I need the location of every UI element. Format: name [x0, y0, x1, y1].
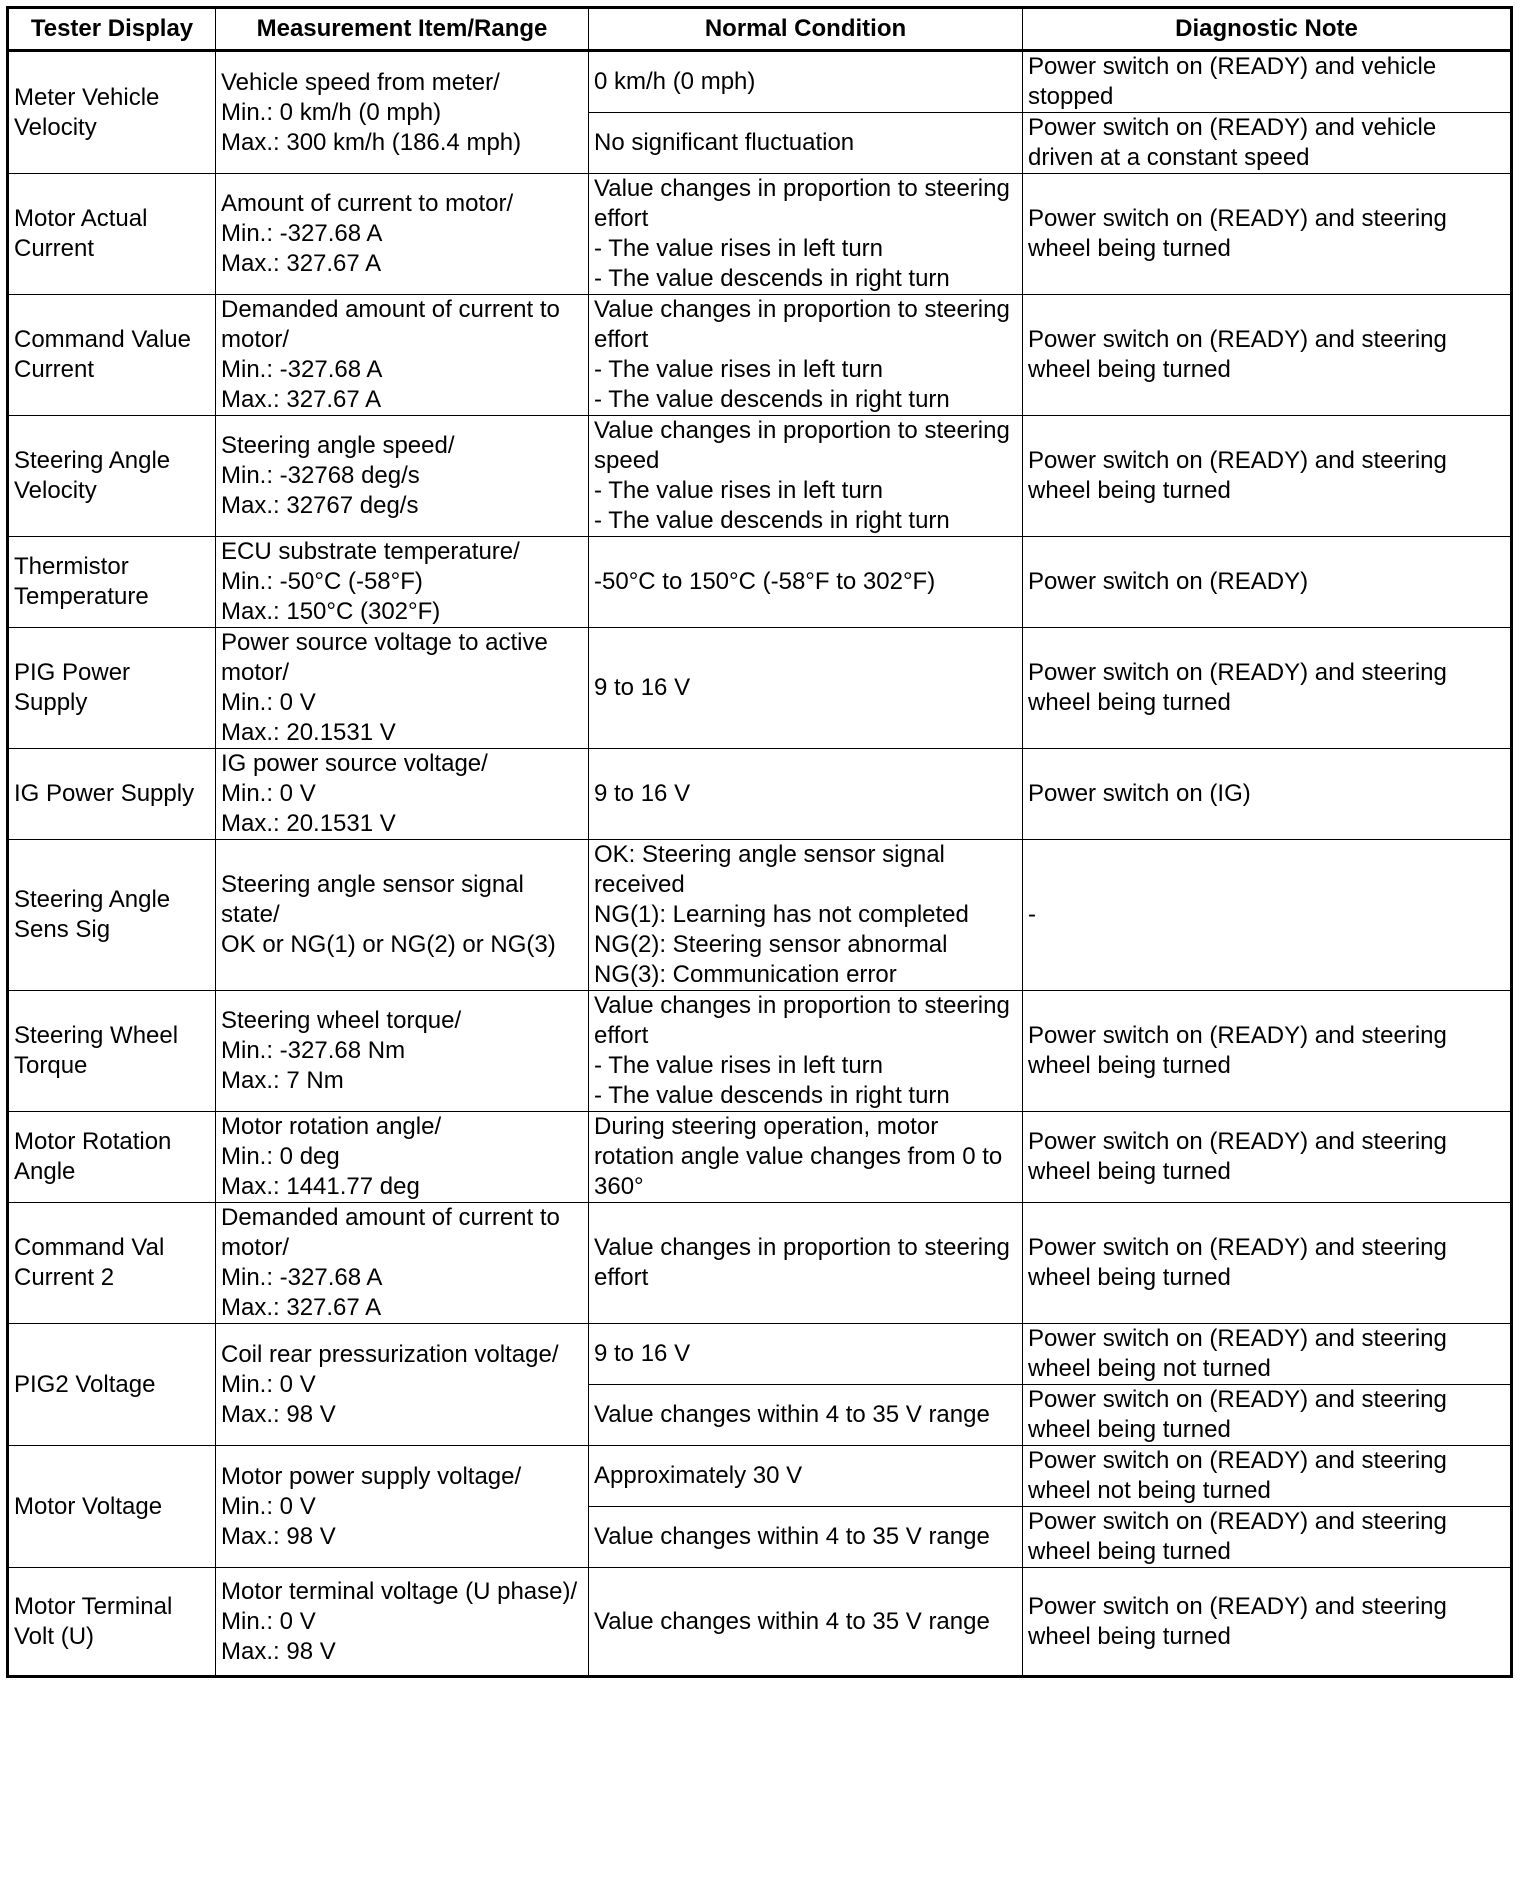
normal-condition-cell: 0 km/h (0 mph) — [589, 51, 1023, 113]
measurement-item-cell: Motor terminal voltage (U phase)/ Min.: 0 V Max.: 98 V — [216, 1568, 589, 1677]
measurement-item-cell: ECU substrate temperature/ Min.: -50°C (-58°F) Max.: 150°C (302°F) — [216, 537, 589, 628]
table-row — [8, 1568, 1512, 1677]
tester-display-cell: IG Power Supply — [8, 749, 216, 840]
tester-display-cell: PIG Power Supply — [8, 628, 216, 749]
tester-display-cell: Command Val Current 2 — [8, 1203, 216, 1324]
measurement-item-cell: Demanded amount of current to motor/ Min.: -327.68 A Max.: 327.67 A — [216, 1203, 589, 1324]
measurement-item-cell: Power source voltage to active motor/ Min.: 0 V Max.: 20.1531 V — [216, 628, 589, 749]
header-tester-display: Tester Display — [8, 8, 216, 51]
diagnostic-note-cell: Power switch on (READY) and steering wheel being turned — [1023, 991, 1512, 1112]
measurement-item-cell: Amount of current to motor/ Min.: -327.68 A Max.: 327.67 A — [216, 174, 589, 295]
table-row — [8, 840, 1512, 991]
diagnostic-note-cell: Power switch on (READY) and steering wheel being turned — [1023, 416, 1512, 537]
diagnostic-note-cell: Power switch on (READY) and vehicle stopped — [1023, 51, 1512, 113]
normal-condition-cell: 9 to 16 V — [589, 1324, 1023, 1385]
normal-condition-cell: Value changes in proportion to steering speed - The value rises in left turn - The value descends in right turn — [589, 416, 1023, 537]
table-row — [8, 1324, 1512, 1385]
table-row — [8, 1446, 1512, 1507]
normal-condition-cell: Value changes within 4 to 35 V range — [589, 1568, 1023, 1677]
tester-display-cell: Motor Terminal Volt (U) — [8, 1568, 216, 1677]
normal-condition-cell: No significant fluctuation — [589, 113, 1023, 174]
diagnostic-note-cell: Power switch on (READY) and steering wheel being turned — [1023, 1385, 1512, 1446]
tester-display-cell: Meter Vehicle Velocity — [8, 51, 216, 174]
tester-display-cell: Thermistor Temperature — [8, 537, 216, 628]
normal-condition-cell: Value changes in proportion to steering effort - The value rises in left turn - The value descends in right turn — [589, 295, 1023, 416]
diagnostic-note-cell: - — [1023, 840, 1512, 991]
diagnostic-note-cell: Power switch on (READY) and steering wheel being turned — [1023, 1568, 1512, 1677]
diagnostic-note-cell: Power switch on (READY) and steering wheel being turned — [1023, 174, 1512, 295]
measurement-item-cell: Demanded amount of current to motor/ Min.: -327.68 A Max.: 327.67 A — [216, 295, 589, 416]
tester-display-cell: Steering Angle Velocity — [8, 416, 216, 537]
tester-display-cell: Motor Voltage — [8, 1446, 216, 1568]
tester-display-cell: Command Value Current — [8, 295, 216, 416]
normal-condition-cell: -50°C to 150°C (-58°F to 302°F) — [589, 537, 1023, 628]
diagnostic-note-cell: Power switch on (READY) — [1023, 537, 1512, 628]
table-row — [8, 628, 1512, 749]
diagnostic-note-cell: Power switch on (READY) and steering wheel being turned — [1023, 1203, 1512, 1324]
normal-condition-cell: Value changes within 4 to 35 V range — [589, 1507, 1023, 1568]
diagnostic-note-cell: Power switch on (READY) and steering wheel being turned — [1023, 1507, 1512, 1568]
table-row — [8, 174, 1512, 295]
header-row — [8, 8, 1512, 51]
table-row — [8, 416, 1512, 537]
header-diagnostic-note: Diagnostic Note — [1023, 8, 1512, 51]
table-row — [8, 991, 1512, 1112]
measurement-item-cell: Steering wheel torque/ Min.: -327.68 Nm Max.: 7 Nm — [216, 991, 589, 1112]
normal-condition-cell: Value changes within 4 to 35 V range — [589, 1385, 1023, 1446]
measurement-item-cell: Steering angle sensor signal state/ OK or NG(1) or NG(2) or NG(3) — [216, 840, 589, 991]
header-measurement-item: Measurement Item/Range — [216, 8, 589, 51]
measurement-item-cell: Steering angle speed/ Min.: -32768 deg/s Max.: 32767 deg/s — [216, 416, 589, 537]
table-row — [8, 749, 1512, 840]
normal-condition-cell: During steering operation, motor rotation angle value changes from 0 to 360° — [589, 1112, 1023, 1203]
measurement-item-cell: Coil rear pressurization voltage/ Min.: 0 V Max.: 98 V — [216, 1324, 589, 1446]
tester-display-cell: Steering Angle Sens Sig — [8, 840, 216, 991]
diagnostic-note-cell: Power switch on (READY) and steering wheel being turned — [1023, 295, 1512, 416]
table-row — [8, 1112, 1512, 1203]
normal-condition-cell: Value changes in proportion to steering effort - The value rises in left turn - The value descends in right turn — [589, 991, 1023, 1112]
data-list-sheet — [6, 6, 1510, 1678]
normal-condition-cell: Value changes in proportion to steering effort — [589, 1203, 1023, 1324]
diagnostic-note-cell: Power switch on (READY) and steering wheel being turned — [1023, 1112, 1512, 1203]
measurement-item-cell: IG power source voltage/ Min.: 0 V Max.: 20.1531 V — [216, 749, 589, 840]
diagnostic-note-cell: Power switch on (READY) and steering wheel not being turned — [1023, 1446, 1512, 1507]
diagnostic-note-cell: Power switch on (IG) — [1023, 749, 1512, 840]
table-row — [8, 1203, 1512, 1324]
normal-condition-cell: Value changes in proportion to steering effort - The value rises in left turn - The value descends in right turn — [589, 174, 1023, 295]
tester-display-cell: PIG2 Voltage — [8, 1324, 216, 1446]
measurement-item-cell: Motor rotation angle/ Min.: 0 deg Max.: 1441.77 deg — [216, 1112, 589, 1203]
normal-condition-cell: OK: Steering angle sensor signal received NG(1): Learning has not completed NG(2): Steering sensor abnormal NG(3): Communication error — [589, 840, 1023, 991]
table-row — [8, 51, 1512, 113]
tester-display-cell: Motor Actual Current — [8, 174, 216, 295]
table-row — [8, 537, 1512, 628]
header-normal-condition: Normal Condition — [589, 8, 1023, 51]
diagnostic-note-cell: Power switch on (READY) and steering wheel being turned — [1023, 628, 1512, 749]
tester-display-cell: Steering Wheel Torque — [8, 991, 216, 1112]
normal-condition-cell: 9 to 16 V — [589, 628, 1023, 749]
normal-condition-cell: 9 to 16 V — [589, 749, 1023, 840]
diagnostic-note-cell: Power switch on (READY) and vehicle driven at a constant speed — [1023, 113, 1512, 174]
table-row — [8, 295, 1512, 416]
diagnostic-note-cell: Power switch on (READY) and steering wheel being not turned — [1023, 1324, 1512, 1385]
data-list-table — [6, 6, 1513, 1678]
measurement-item-cell: Vehicle speed from meter/ Min.: 0 km/h (0 mph) Max.: 300 km/h (186.4 mph) — [216, 51, 589, 174]
measurement-item-cell: Motor power supply voltage/ Min.: 0 V Max.: 98 V — [216, 1446, 589, 1568]
normal-condition-cell: Approximately 30 V — [589, 1446, 1023, 1507]
tester-display-cell: Motor Rotation Angle — [8, 1112, 216, 1203]
